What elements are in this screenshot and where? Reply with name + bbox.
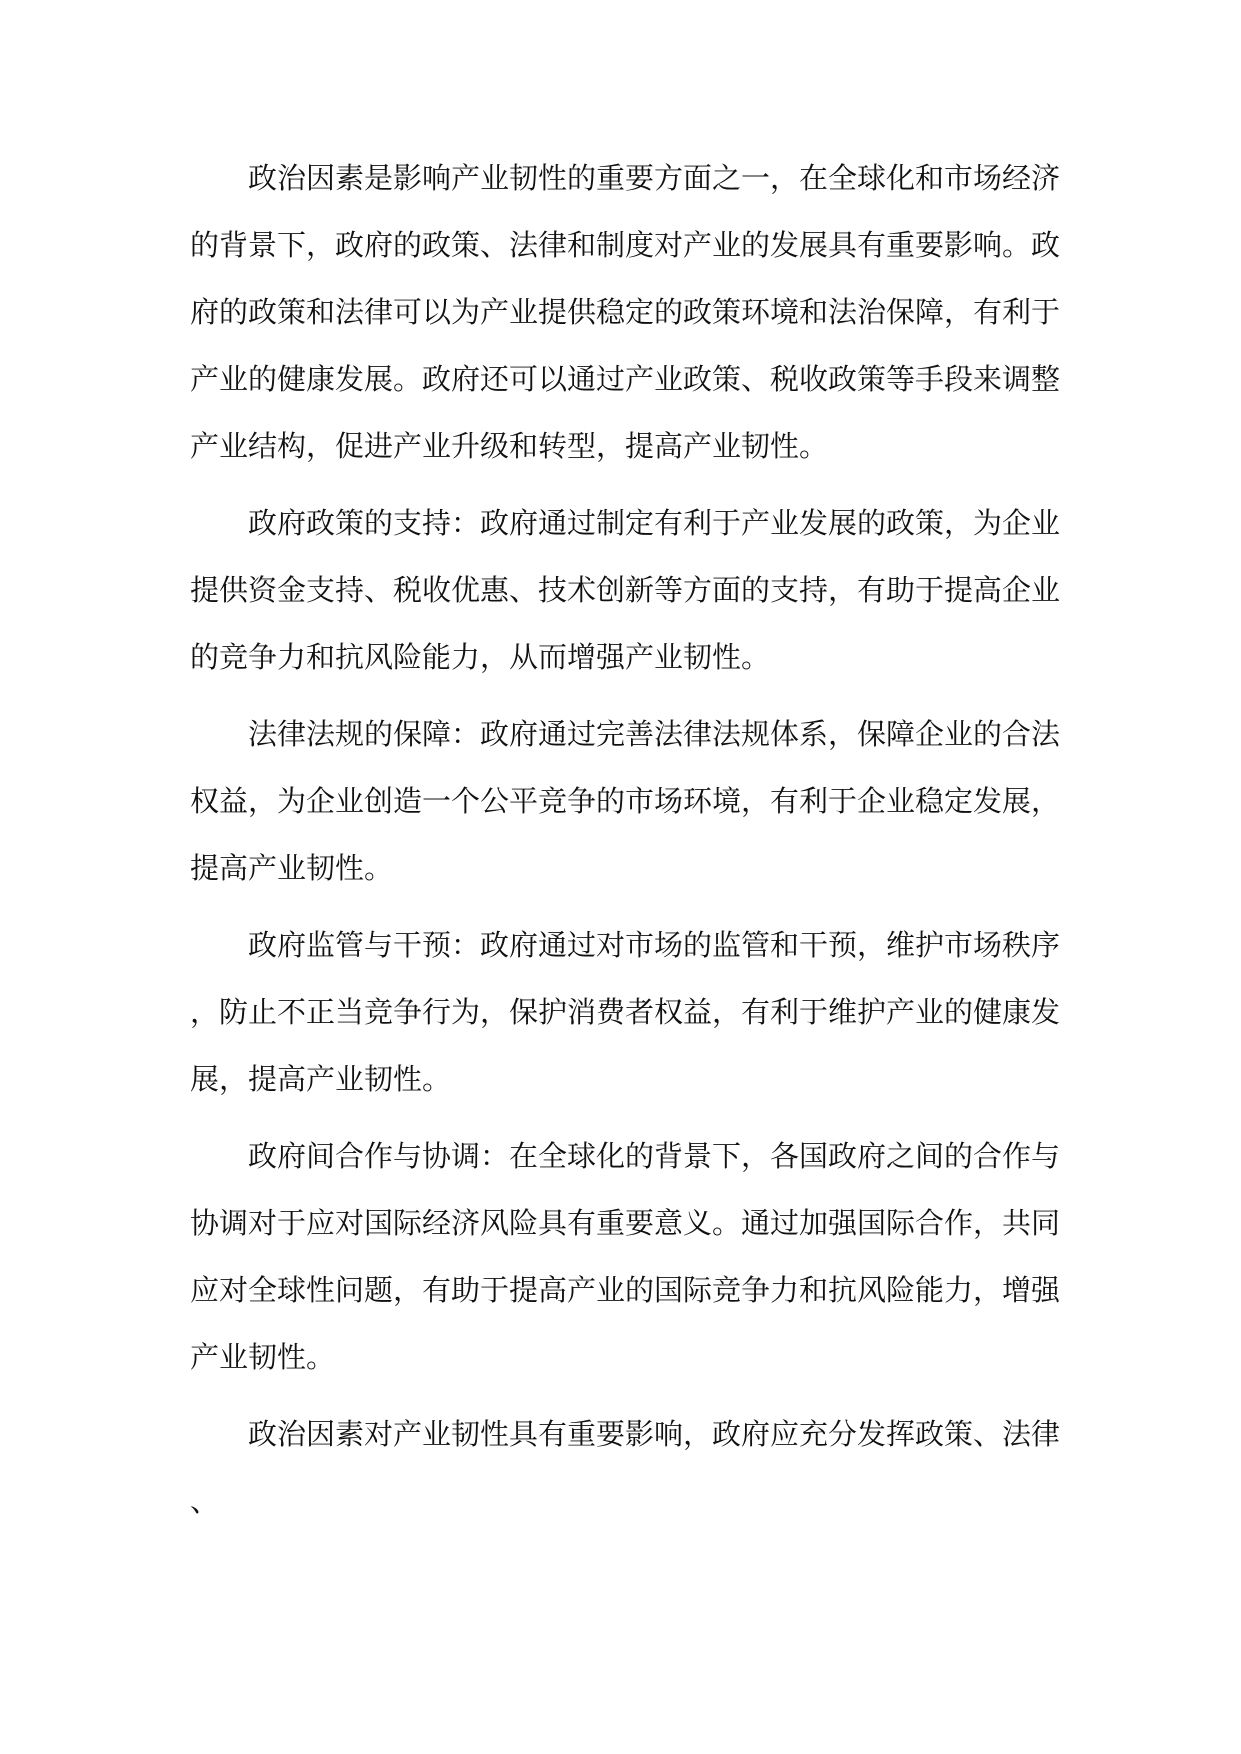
paragraph-conclusion-fragment: 政治因素对产业韧性具有重要影响，政府应充分发挥政策、法律、	[190, 1417, 1061, 1518]
document-page	[190, 145, 1060, 1545]
paragraph-government-policy-support: 政府政策的支持：政府通过制定有利于产业发展的政策，为企业提供资金支持、税收优惠、技术创新等方面的支持，有助于提高企业的竞争力和抗风险能力，从而增强产业韧性。	[190, 506, 1061, 674]
paragraph-legal-protection: 法律法规的保障：政府通过完善法律法规体系，保障企业的合法权益，为企业创造一个公平竞争的市场环境，有利于企业稳定发展，提高产业韧性。	[190, 717, 1061, 885]
paragraph-political-factors-intro: 政治因素是影响产业韧性的重要方面之一，在全球化和市场经济的背景下，政府的政策、法律和制度对产业的发展具有重要影响。政府的政策和法律可以为产业提供稳定的政策环境和法治保障，有利于产业的健康发展。政府还可以通过产业政策、税收政策等手段来调整产业结构，促进产业升级和转型，提高产业韧性。	[190, 161, 1061, 463]
paragraph-intergovernmental-cooperation: 政府间合作与协调：在全球化的背景下，各国政府之间的合作与协调对于应对国际经济风险具有重要意义。通过加强国际合作，共同应对全球性问题，有助于提高产业的国际竞争力和抗风险能力，增强产业韧性。	[190, 1139, 1061, 1374]
paragraph-government-regulation: 政府监管与干预：政府通过对市场的监管和干预，维护市场秩序，防止不正当竞争行为，保护消费者权益，有利于维护产业的健康发展，提高产业韧性。	[190, 928, 1061, 1096]
